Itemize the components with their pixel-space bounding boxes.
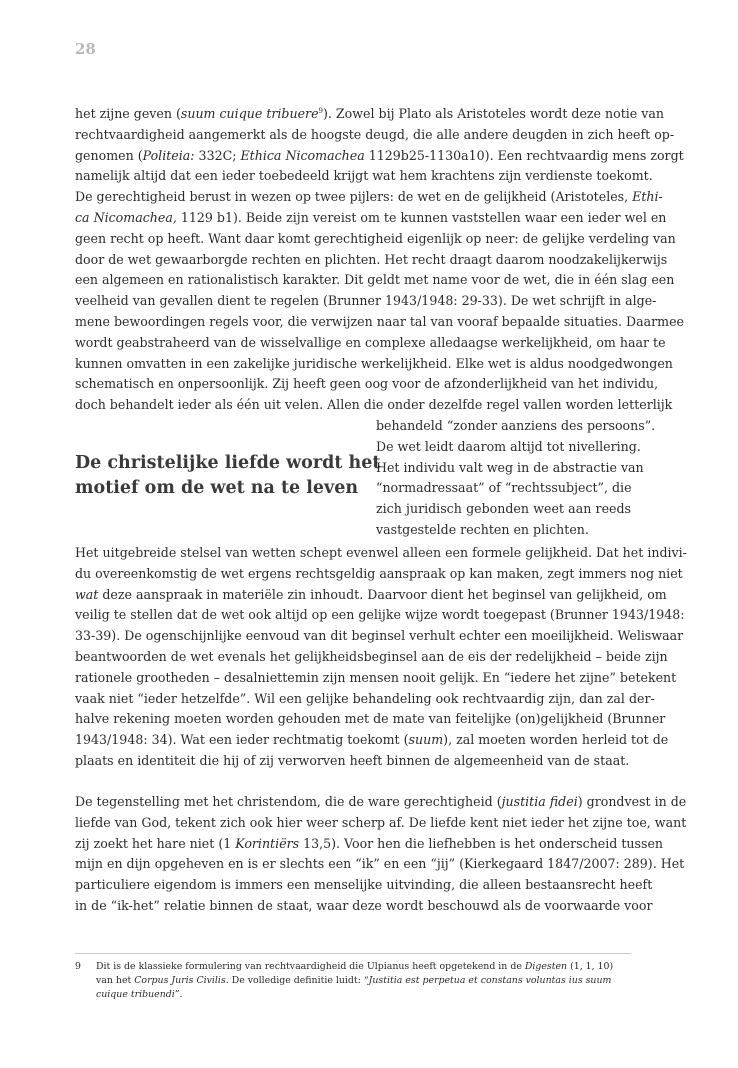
text-line: mene bewoordingen regels voor, die verwijzen naar tal van vooraf bepaalde situaties. Daarmee (75, 313, 684, 329)
text-line: schematisch en onpersoonlijk. Zij heeft geen oog voor de afzonderlijkheid van het individu, (75, 376, 659, 392)
text-line: geen recht op heeft. Want daar komt gerechtigheid eigenlijk op neer: de gelijke verdeling van (75, 230, 676, 246)
text-line: rechtvaardigheid aangemerkt als de hoogste deugd, die alle andere deugden in zich heeft op- (75, 126, 675, 142)
pull-quote-line: De christelijke liefde wordt het (75, 453, 381, 473)
text-line: zij zoekt het hare niet (1 Korintiërs 13,5). Voor hen die liefhebben is het onderscheid tussen (75, 835, 664, 851)
footnote-text (96, 960, 631, 1002)
text-line: vaak niet “ieder hetzelfde”. Wil een gelijke behandeling ook rechtvaardig zijn, dan zal der- (75, 690, 655, 706)
text-line: genomen (Politeia: 332C; Ethica Nicomachea 1129b25-1130a10). Een rechtvaardig mens zorgt (75, 147, 684, 163)
text-line: De gerechtigheid berust in wezen op twee pijlers: de wet en de gelijkheid (Aristoteles, Ethi- (75, 189, 663, 205)
text-line: een algemeen en rationalistisch karakter. Dit geldt met name voor de wet, die in één slag een (75, 272, 675, 288)
text-line: mijn en dijn opgeheven en is er slechts een “ik” en een “jij” (Kierkegaard 1847/2007: 289). Het (75, 856, 685, 872)
text-line: halve rekening moeten worden gehouden met de mate van feitelijke (on)gelijkheid (Brunner (75, 711, 666, 727)
text-line: behandeld “zonder aanziens des persoons”. (376, 418, 656, 433)
text-line: veilig te stellen dat de wet ook altijd op een gelijke wijze wordt toegepast (Brunner 1943/1948: (75, 607, 685, 623)
text-line: Het uitgebreide stelsel van wetten schept evenwel alleen een formele gelijkheid. Dat het indivi- (75, 545, 687, 560)
text-line: door de wet gewaarborgde rechten en plichten. Het recht draagt daarom noodzakelijkerwijs (75, 251, 668, 267)
text-line: liefde van God, tekent zich ook hier weer scherp af. De liefde kent niet ieder het zijne toe, want (75, 814, 687, 830)
text-line: namelijk altijd dat een ieder toebedeeld krijgt wat hem krachtens zijn verdienste toekomt. (75, 168, 653, 184)
text-line: wordt geabstraheerd van de wisselvallige en complexe alledaagse werkelijkheid, om haar te (75, 334, 666, 350)
footnote-line: cuique tribuendi”. (96, 989, 183, 1000)
pull-quote (75, 451, 381, 501)
footnote-number: 9 (75, 961, 81, 972)
text-line: De tegenstelling met het christendom, die de ware gerechtigheid (justitia fidei) grondvest in de (75, 794, 687, 809)
text-line: plaats en identiteit die hij of zij verworven heeft binnen de algemeenheid van de staat. (75, 752, 630, 768)
text-line: 1943/1948: 34). Wat een ieder rechtmatig toekomt (suum), zal moeten worden herleid tot de (75, 732, 669, 748)
text-line: doch behandelt ieder als één uit velen. Allen die onder dezelfde regel vallen worden letterlijk (75, 397, 673, 413)
footnote-line: van het Corpus Juris Civilis. De volledige definitie luidt: “Justitia est perpetua et constans voluntas ius suum (96, 975, 612, 986)
text-line: kunnen omvatten in een zakelijke juridische werkelijkheid. Elke wet is aldus noodgedwongen (75, 355, 673, 371)
text-line: 33-39). De ogenschijnlijke eenvoud van dit beginsel verhult echter een moeilijkheid. Weliswaar (75, 628, 684, 644)
text-line: ca Nicomachea, 1129 b1). Beide zijn vereist om te kunnen vaststellen waar een ieder wel en (75, 209, 667, 225)
body-text-block-3 (75, 792, 687, 917)
footnote-divider (75, 953, 631, 954)
text-line: zich juridisch gebonden weet aan reeds (376, 501, 631, 517)
text-line: Het individu valt weg in de abstractie van (376, 459, 644, 475)
text-line: rationele grootheden – desalniettemin zijn mensen nooit gelijk. En “iedere het zijne” betekent (75, 669, 677, 685)
text-line: in de “ik-het” relatie binnen de staat, waar deze wordt beschouwd als de voorwaarde voor (75, 897, 653, 913)
body-text-block-1 (75, 104, 684, 416)
text-line: het zijne geven (suum cuique tribuere$^9$). Zowel bij Plato als Aristoteles wordt deze notie van (75, 106, 664, 121)
body-text-block-2 (75, 543, 687, 772)
text-line: De wet leidt daarom altijd tot nivellering. (376, 438, 641, 454)
text-line: vastgestelde rechten en plichten. (376, 521, 589, 537)
text-line: “normadressaat” of “rechtssubject”, die (376, 480, 632, 496)
text-line: du overeenkomstig de wet ergens rechtsgeldig aanspraak op kan maken, zegt immers nog niet (75, 565, 683, 581)
pull-quote-line: motief om de wet na te leven (75, 478, 359, 498)
text-line: wat deze aanspraak in materiële zin inhoudt. Daarvoor dient het beginsel van gelijkheid, om (75, 586, 667, 602)
text-line: beantwoorden de wet evenals het gelijkheidsbeginsel aan de eis der redelijkheid – beide zijn (75, 648, 668, 664)
wrapped-text-column (376, 416, 656, 541)
footnote-line: Dit is de klassieke formulering van rechtvaardigheid die Ulpianus heeft opgetekend in de Digesten (1, 1, 10) (96, 961, 614, 972)
text-line: particuliere eigendom is immers een menselijke uitvinding, die alleen bestaansrecht heeft (75, 877, 653, 893)
text-line: veelheid van gevallen dient te regelen (Brunner 1943/1948: 29-33). De wet schrijft in alge- (75, 293, 657, 309)
page-number: 28 (75, 40, 96, 58)
